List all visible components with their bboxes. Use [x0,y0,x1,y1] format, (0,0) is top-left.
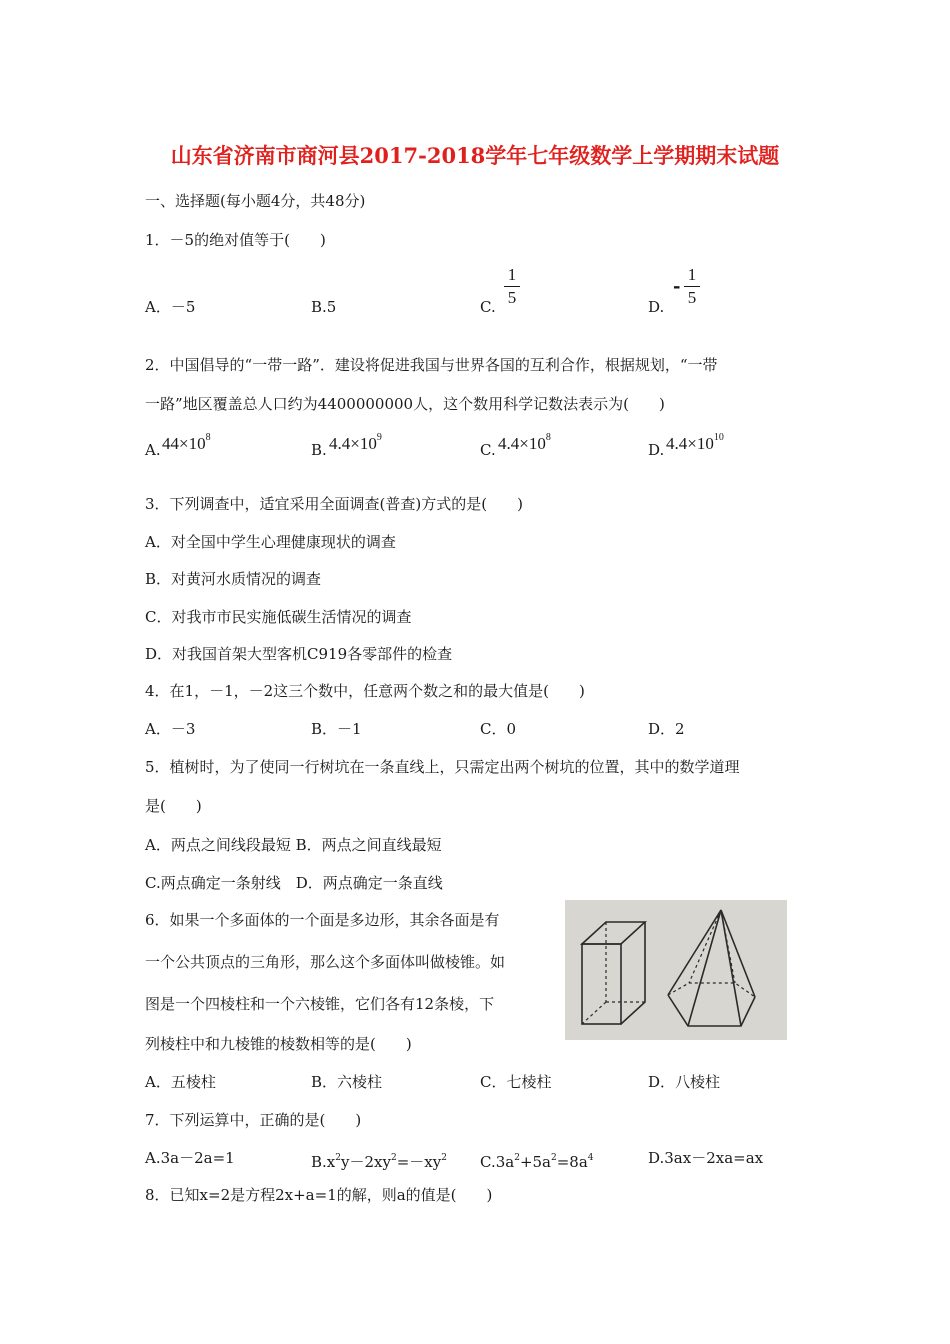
q7-option-d: D.3ax－2xa=ax [648,1149,764,1167]
q1-option-b: B.5 [311,298,337,316]
q1-option-d-label: D. [648,298,665,316]
pyramid-edge [721,910,755,997]
fraction-bar [504,286,520,287]
prism-hidden-edges [582,922,645,1024]
q2-option-d-expression [666,432,724,454]
sci-base: 4.4×10 [666,434,714,453]
question-8-stem: 8．已知x=2是方程2x+a=1的解，则a的值是( ) [145,1186,493,1204]
question-3-stem: 3．下列调查中，适宜采用全面调查(普查)方式的是( ) [145,495,523,513]
q2-option-b-label: B. [311,441,327,459]
q1-option-d-sign: - [673,276,681,297]
q6-option-d: D．八棱柱 [648,1073,721,1091]
polyhedra-figure [565,900,787,1040]
q4-option-b: B．－1 [311,720,362,738]
question-6-line-1: 6．如果一个多面体的一个面是多边形，其余各面是有 [145,911,500,929]
question-6-line-3: 图是一个四棱柱和一个六棱锥，它们各有12条棱，下 [145,995,495,1013]
q4-option-d: D．2 [648,720,685,738]
q2-option-c-label: C. [480,441,496,459]
q3-option-d: D．对我国首架大型客机C919各零部件的检查 [145,645,453,663]
prism-and-pyramid-drawing [565,900,787,1040]
q7-option-c: $C.3a^2+5a^2=8a^4$ [480,1153,594,1171]
q2-option-d-label: D. [648,441,665,459]
q1-option-a: A．－5 [145,298,196,316]
q4-option-c: C．0 [480,720,517,738]
q1-option-d-fraction [684,265,700,308]
question-4-stem: 4．在1，－1，－2这三个数中，任意两个数之和的最大值是( ) [145,682,585,700]
q1-option-c-label: C. [480,298,496,316]
question-6-line-2: 一个公共顶点的三角形，那么这个多面体叫做棱锥。如 [145,953,506,971]
q3-option-a: A．对全国中学生心理健康现状的调查 [145,533,396,551]
fraction-denominator: 5 [507,288,517,308]
sci-base: 44×10 [162,434,206,453]
q5-options-a-b: A．两点之间线段最短 B．两点之间直线最短 [145,836,442,854]
prism-top-face [582,922,645,944]
pyramid-edge [721,910,741,1026]
sci-exponent: 10 [713,432,724,443]
question-5-line-1: 5．植树时，为了使同一行树坑在一条直线上，只需定出两个树坑的位置，其中的数学道理 [145,758,740,776]
q2-option-c-expression [498,432,551,454]
q7-option-b: $B.x^2y-2xy^2=-xy^2$ [311,1153,447,1171]
q6-option-b: B．六棱柱 [311,1073,383,1091]
q6-option-c: C．七棱柱 [480,1073,552,1091]
q2-option-a-expression [162,432,211,454]
q1-option-c-fraction [504,265,520,308]
sci-base: 4.4×10 [498,434,546,453]
q2-option-b-expression [329,432,382,454]
section-heading: 一、选择题(每小题4分，共48分) [145,192,366,210]
question-2-line-1: 2．中国倡导的“一带一路”．建设将促进我国与世界各国的互利合作，根据规划，“一带 [145,356,718,374]
question-2-line-2: 一路”地区覆盖总人口约为4400000000人，这个数用科学记数法表示为( ) [145,395,665,413]
pyramid-edge [668,910,721,995]
pyramid-hidden-edges [668,910,755,997]
sci-exponent: 8 [545,432,551,443]
q2-option-a-label: A. [145,441,161,459]
question-5-line-2: 是( ) [145,797,202,815]
question-6-line-4: 列棱柱中和九棱锥的棱数相等的是( ) [145,1035,412,1053]
q6-option-a: A．五棱柱 [145,1073,216,1091]
sci-exponent: 8 [205,432,211,443]
q4-option-a: A．－3 [145,720,196,738]
q3-option-c: C．对我市市民实施低碳生活情况的调查 [145,608,412,626]
pyramid-base-visible [668,995,755,1026]
prism-right-edges [621,922,645,1024]
fraction-numerator: 1 [687,265,697,284]
q5-options-c-d: C.两点确定一条射线 D．两点确定一条直线 [145,874,443,892]
q7-option-a: A.3a－2a=1 [145,1149,235,1167]
sci-base: 4.4×10 [329,434,377,453]
page-title: 山东省济南市商河县2017-2018学年七年级数学上学期期末试题 [170,143,780,168]
sci-exponent: 9 [376,432,382,443]
question-1-stem: 1．－5的绝对值等于( ) [145,231,326,249]
fraction-numerator: 1 [507,265,517,284]
fraction-bar [684,286,700,287]
q3-option-b: B．对黄河水质情况的调查 [145,570,322,588]
question-7-stem: 7．下列运算中，正确的是( ) [145,1111,362,1129]
pyramid-edge [688,910,721,1026]
prism-front-face [582,944,621,1024]
fraction-denominator: 5 [687,288,697,308]
